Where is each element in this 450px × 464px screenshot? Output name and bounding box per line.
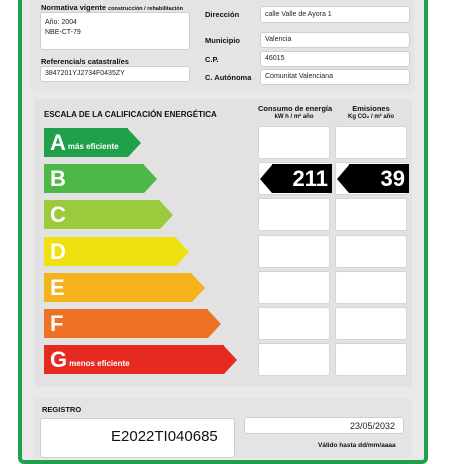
- rating-arrow-body: [44, 164, 144, 193]
- emissions-header-text: Emisiones: [352, 104, 390, 113]
- region-value: Comunitat Valenciana: [260, 69, 410, 85]
- regulation-sub-label: construcción / rehabilitación: [108, 6, 184, 12]
- rating-arrow-g: [44, 345, 237, 374]
- rating-letter: C: [50, 202, 66, 227]
- rating-letter: B: [50, 166, 66, 191]
- rating-letter: A: [50, 130, 66, 155]
- rating-arrow-tip: [128, 129, 141, 157]
- registry-number: E2022TI040685: [40, 418, 235, 458]
- emissions-value: 39: [349, 164, 409, 193]
- address-value: calle Valle de Ayora 1: [260, 6, 410, 23]
- rating-letter: E: [50, 275, 65, 300]
- consumption-cell-e: [258, 271, 330, 304]
- consumption-marker-tip: [260, 165, 272, 193]
- cadastral-value: 3847201YJ2734F0435ZY: [40, 66, 190, 82]
- regulation-box: [40, 12, 190, 50]
- rating-arrow-tip: [144, 165, 157, 193]
- emissions-cell-g: [335, 343, 407, 376]
- rating-arrow-body: [44, 273, 192, 302]
- rating-arrow-a: [44, 128, 141, 157]
- address-label: Dirección: [205, 10, 240, 19]
- rating-arrow-e: [44, 273, 205, 302]
- consumption-unit: kW h / m² año: [274, 114, 314, 120]
- consumption-cell-g: [258, 343, 330, 376]
- rating-arrow-c: [44, 200, 173, 229]
- consumption-cell-f: [258, 307, 330, 340]
- rating-arrow-f: [44, 309, 221, 338]
- regulation-label: [41, 3, 183, 12]
- rating-arrow-body: [44, 200, 160, 229]
- rating-arrow-tip: [176, 238, 189, 266]
- consumption-value-marker: [260, 164, 332, 193]
- postal-value: 46015: [260, 51, 410, 67]
- municipality-label: Municipio: [205, 36, 240, 45]
- consumption-cell-d: [258, 235, 330, 268]
- rating-letter: F: [50, 311, 64, 336]
- emissions-marker-tip: [337, 165, 349, 193]
- emissions-cell-c: [335, 198, 407, 231]
- rating-arrow-body: [44, 128, 128, 157]
- municipality-value: Valencia: [260, 32, 410, 48]
- rating-arrow-body: [44, 237, 176, 266]
- cadastral-label: Referencia/s catastral/es: [41, 57, 129, 66]
- regulation-value: NBE-CT-79: [45, 29, 81, 36]
- rating-letter: D: [50, 239, 66, 264]
- consumption-header: [258, 104, 333, 122]
- rating-title: ESCALA DE LA CALIFICACIÓN ENERGÉTICA: [44, 110, 217, 119]
- regulation-label-text: Normativa vigente: [41, 3, 107, 12]
- rating-arrow-tip: [224, 346, 237, 374]
- consumption-header-text: Consumo de energía: [258, 104, 333, 113]
- rating-arrow-body: [44, 345, 224, 374]
- emissions-cell-d: [335, 235, 407, 268]
- year-value: Año: 2004: [45, 19, 77, 26]
- emissions-value-marker: [337, 164, 409, 193]
- consumption-cell-c: [258, 198, 330, 231]
- rating-letter: G: [50, 347, 68, 372]
- consumption-value: 211: [272, 164, 332, 193]
- rating-arrow-tip: [192, 274, 205, 302]
- valid-date: 23/05/2032: [244, 417, 404, 434]
- emissions-cell-a: [335, 126, 407, 159]
- rating-arrow-tip: [160, 201, 173, 229]
- consumption-cell-a: [258, 126, 330, 159]
- emissions-header: [336, 104, 406, 122]
- postal-label: C.P.: [205, 55, 219, 64]
- rating-note: menos eficiente: [69, 358, 130, 368]
- registry-label: REGISTRO: [42, 405, 82, 414]
- rating-arrow-body: [44, 309, 208, 338]
- rating-note: más eficiente: [67, 141, 119, 151]
- emissions-cell-e: [335, 271, 407, 304]
- valid-label: Válido hasta dd/mm/aaaa: [318, 442, 396, 449]
- emissions-unit: Kg CO₂ / m² año: [348, 114, 394, 120]
- emissions-cell-f: [335, 307, 407, 340]
- rating-arrow-d: [44, 237, 189, 266]
- rating-arrow-tip: [208, 310, 221, 338]
- region-label: C. Autónoma: [205, 73, 252, 82]
- rating-arrow-b: [44, 164, 157, 193]
